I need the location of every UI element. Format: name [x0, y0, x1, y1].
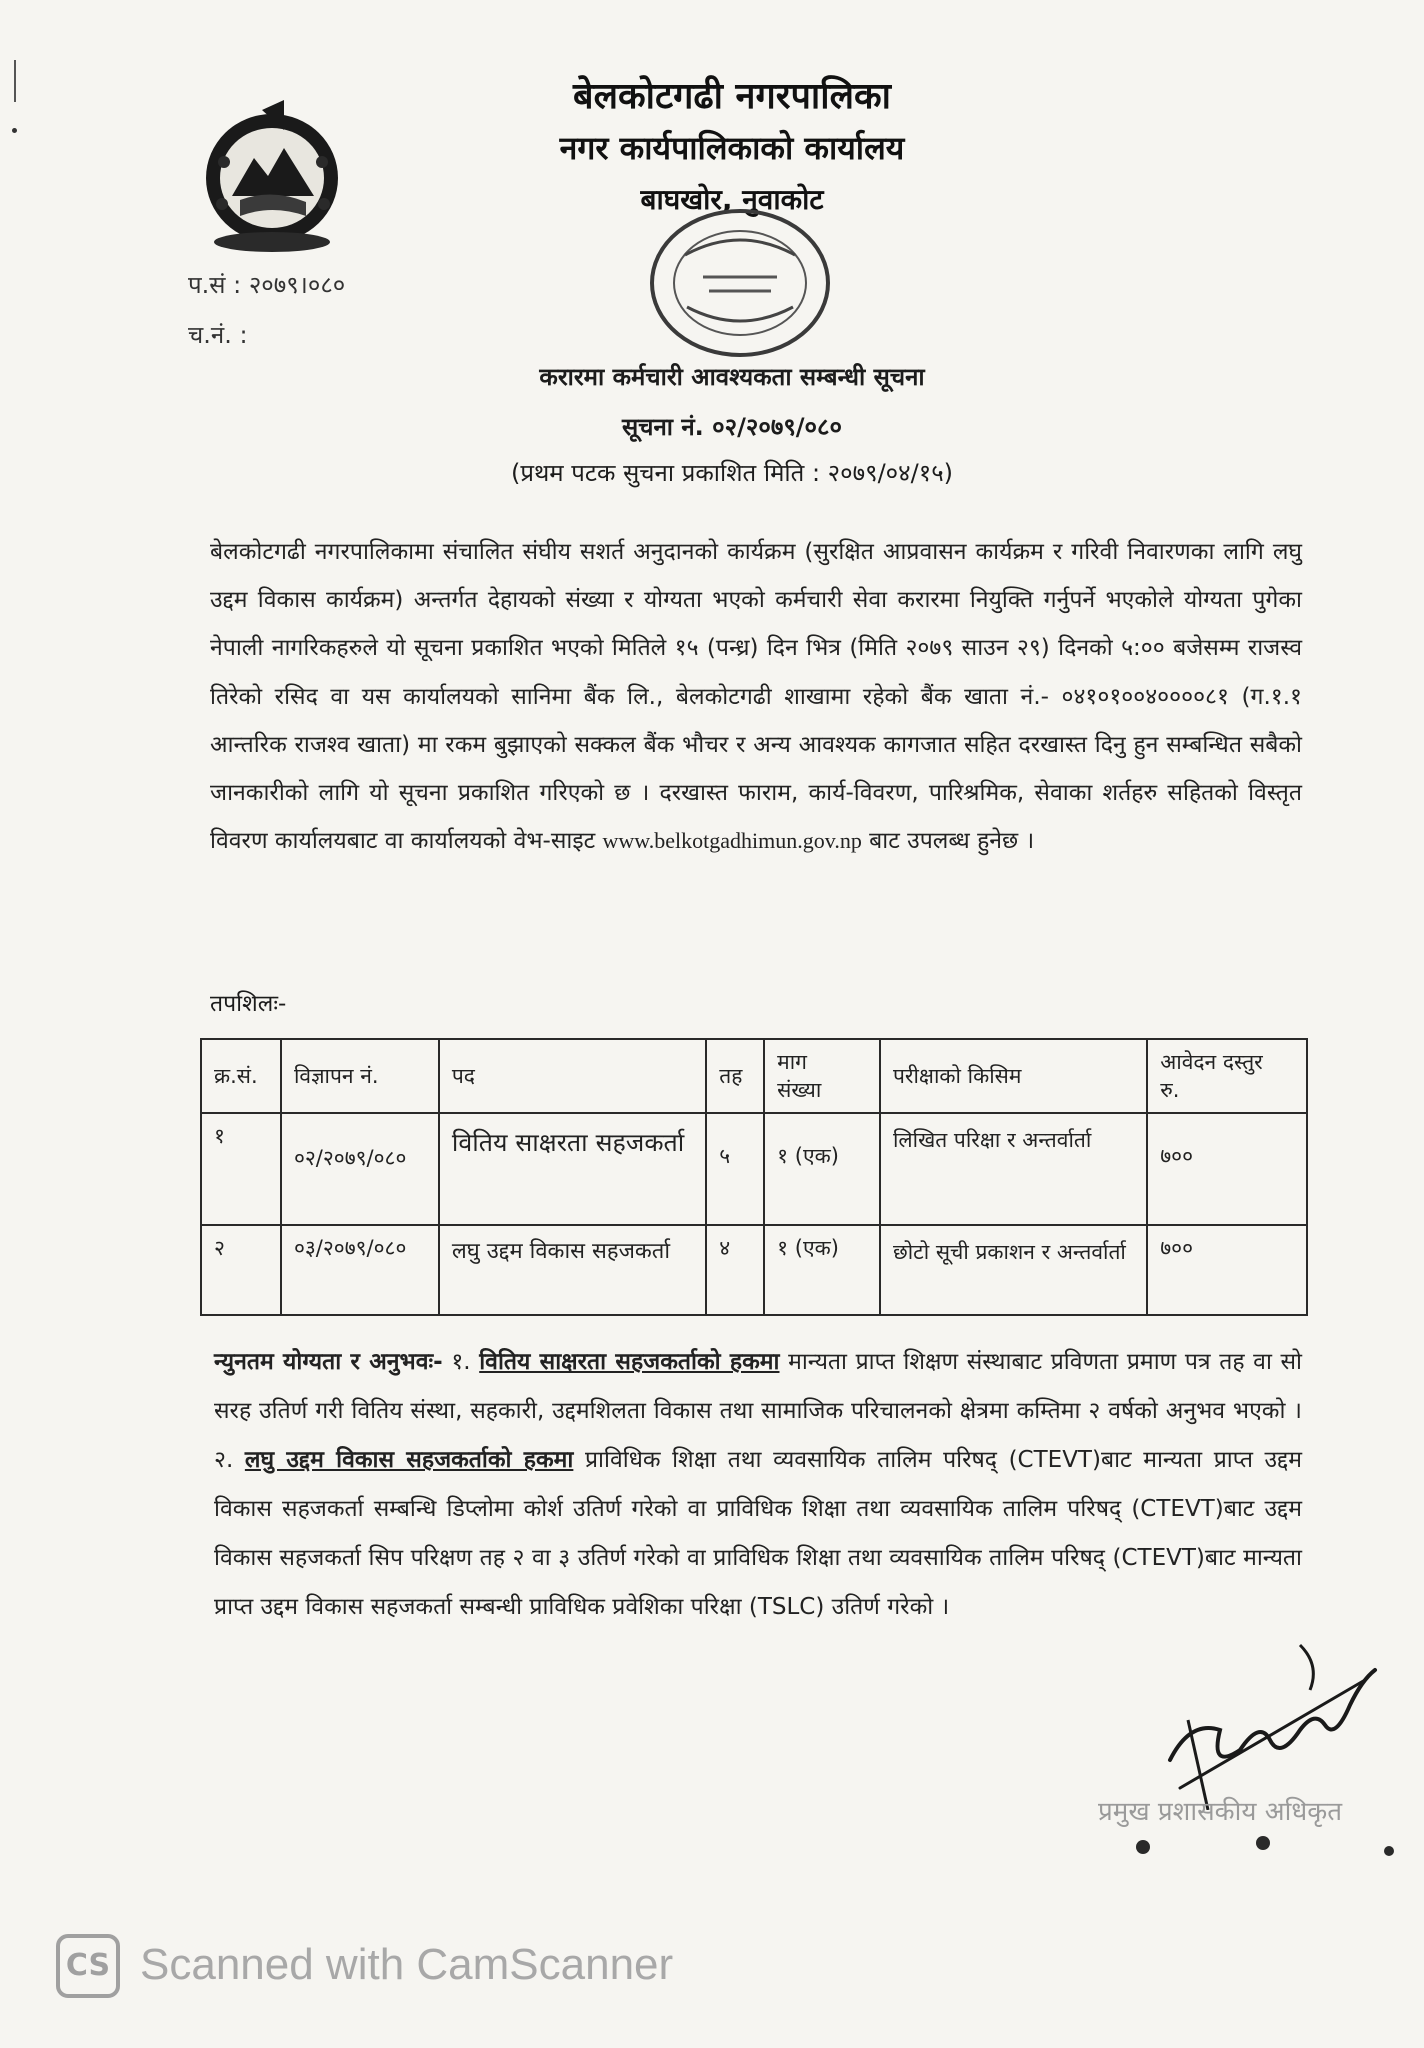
table-header-row — [201, 1039, 1307, 1113]
notice-number: सूचना नं. ०२/२०७९/०८० — [622, 413, 842, 441]
qualification-heading-2: लघु उद्दम विकास सहजकर्ताको हकमा — [244, 1447, 574, 1473]
qualification-text-1: मान्यता प्राप्त शिक्षण संस्थाबाट प्रविणता प्रमाण पत्र तह वा सो सरह उतिर्ण गरी वितिय संस्था, सहकारी, उद्दमशिलता विकास तथा सामाजिक परिचालनको क्षेत्रमा कम्तिमा २ वर्षको अनुभव भएको । — [214, 1349, 1303, 1424]
header-ad-no: विज्ञापन नं. — [281, 1039, 439, 1113]
first-published-date: (प्रथम पटक सुचना प्रकाशित मिति : २०७९/०४/१५) — [510, 459, 954, 487]
header-demand-line2: संख्या — [777, 1078, 822, 1102]
row-fee: ७०० — [1147, 1225, 1307, 1315]
header-post: पद — [439, 1039, 706, 1113]
row-level: ५ — [706, 1113, 764, 1225]
camscanner-watermark: Scanned with CamScanner — [140, 1940, 674, 1989]
qualification-number-1: १. — [451, 1349, 471, 1375]
stamp-dot — [1136, 1840, 1150, 1854]
row-exam: लिखित परिक्षा र अन्तर्वार्ता — [880, 1113, 1147, 1225]
qualification-text-2: प्राविधिक शिक्षा तथा व्यवसायिक तालिम परिषद् (CTEVT)बाट मान्यता प्राप्त उद्दम विकास सहजकर्ता सम्बन्धि डिप्लोमा कोर्श उतिर्ण गरेको वा प्राविधिक शिक्षा तथा व्यवसायिक तालिम परिषद् (CTEVT)बाट उद्दम विकास सहजकर्ता सिप परिक्षण तह २ वा ३ उतिर्ण गरेको वा प्राविधिक शिक्षा तथा व्यवसायिक तालिम परिषद् (CTEVT)बाट मान्यता प्राप्त उद्दम विकास सहजकर्ता सम्बन्धी प्राविधिक प्रवेशिका परिक्षा (TSLC) उतिर्ण गरेको । — [214, 1447, 1303, 1620]
notice-body-text: बेलकोटगढी नगरपालिकामा संचालित संघीय सशर्त अनुदानको कार्यक्रम (सुरक्षित आप्रवासन कार्यक्रम र गरिवी निवारणका लागि लघु उद्दम विकास कार्यक्रम) अन्तर्गत देहायको संख्या र योग्यता भएको कर्मचारी सेवा करारमा नियुक्ति गर्नुपर्ने भएकोले योग्यता पुगेका नेपाली नागरिकहरुले यो सूचना प्रकाशित भएको मितिले १५ (पन्ध्र) दिन भित्र (मिति २०७९ साउन २९) दिनको ५:०० बजेसम्म राजस्व तिरेको रसिद वा यस कार्यालयको सानिमा बैंक लि., बेलकोटगढी शाखामा रहेको बैंक खाता नं.- ०४१०१००४००००८१ (ग.१.१ आन्तरिक राजश्व खाता) मा रकम बुझाएको सक्कल बैंक भौचर र अन्य आवश्यक कागजात सहित दरखास्त दिनु हुन सम्बन्धित सबैको जानकारीको लागि यो सूचना प्रकाशित गरिएको छ । दरखास्त फाराम, कार्य-विवरण, पारिश्रमिक, सेवाका शर्तहरु सहितको विस्तृत विवरण कार्यालयबाट वा कार्यालयको वेभ-साइट — [210, 539, 1302, 855]
header-demand-line1: माग — [777, 1050, 807, 1074]
notice-title: करारमा कर्मचारी आवश्यकता सम्बन्धी सूचना — [539, 363, 925, 391]
header-level: तह — [706, 1039, 764, 1113]
table-row — [201, 1113, 1307, 1225]
row-demand: १ (एक) — [764, 1113, 880, 1225]
qualifications-lead: न्युनतम योग्यता र अनुभवः- — [214, 1349, 443, 1375]
notice-body-end: बाट उपलब्ध हुनेछ । — [869, 828, 1035, 855]
header-sn: क्र.सं. — [201, 1039, 281, 1113]
details-label: तपशिलः- — [210, 991, 287, 1017]
office-address: बाघखोर, नुवाकोट — [640, 183, 824, 216]
row-demand: १ (एक) — [764, 1225, 880, 1315]
header-fee — [1147, 1039, 1307, 1113]
header-exam: परीक्षाको किसिम — [880, 1039, 1147, 1113]
row-post: वितिय साक्षरता सहजकर्ता — [439, 1113, 706, 1225]
header-fee-line2: रु. — [1160, 1078, 1180, 1102]
office-stamp-icon — [625, 195, 855, 365]
chalani-number: च.नं. : — [188, 321, 248, 349]
website-link[interactable]: www.belkotgadhimun.gov.np — [602, 828, 862, 854]
municipality-name: बेलकोटगढी नगरपालिका — [573, 76, 891, 117]
vacancy-table — [200, 1038, 1308, 1316]
header-fee-line1: आवेदन दस्तुर — [1160, 1050, 1263, 1074]
row-post: लघु उद्दम विकास सहजकर्ता — [439, 1225, 706, 1315]
qualification-heading-1: वितिय साक्षरता सहजकर्ताको हकमा — [479, 1349, 780, 1375]
row-sn: २ — [201, 1225, 281, 1315]
row-ad-no: ०२/२०७९/०८० — [281, 1113, 439, 1225]
table-row — [201, 1225, 1307, 1315]
qualification-number-2: २. — [214, 1447, 234, 1473]
header-demand — [764, 1039, 880, 1113]
row-ad-no: ०३/२०७९/०८० — [281, 1225, 439, 1315]
notice-body — [210, 528, 1302, 865]
office-name: नगर कार्यपालिकाको कार्यालय — [559, 129, 905, 167]
row-level: ४ — [706, 1225, 764, 1315]
qualifications-section — [214, 1338, 1302, 1632]
officer-designation: प्रमुख प्रशासकीय अधिकृत — [1098, 1797, 1343, 1827]
stamp-dot — [1384, 1846, 1394, 1856]
signature-icon — [1150, 1610, 1390, 1810]
row-exam: छोटो सूची प्रकाशन र अन्तर्वार्ता — [880, 1225, 1147, 1315]
stamp-dot — [1256, 1836, 1270, 1850]
camscanner-logo-icon: CS — [56, 1934, 120, 1998]
patra-sankhya: प.सं : २०७९।०८० — [188, 271, 346, 299]
row-sn: १ — [201, 1113, 281, 1225]
row-fee: ७०० — [1147, 1113, 1307, 1225]
